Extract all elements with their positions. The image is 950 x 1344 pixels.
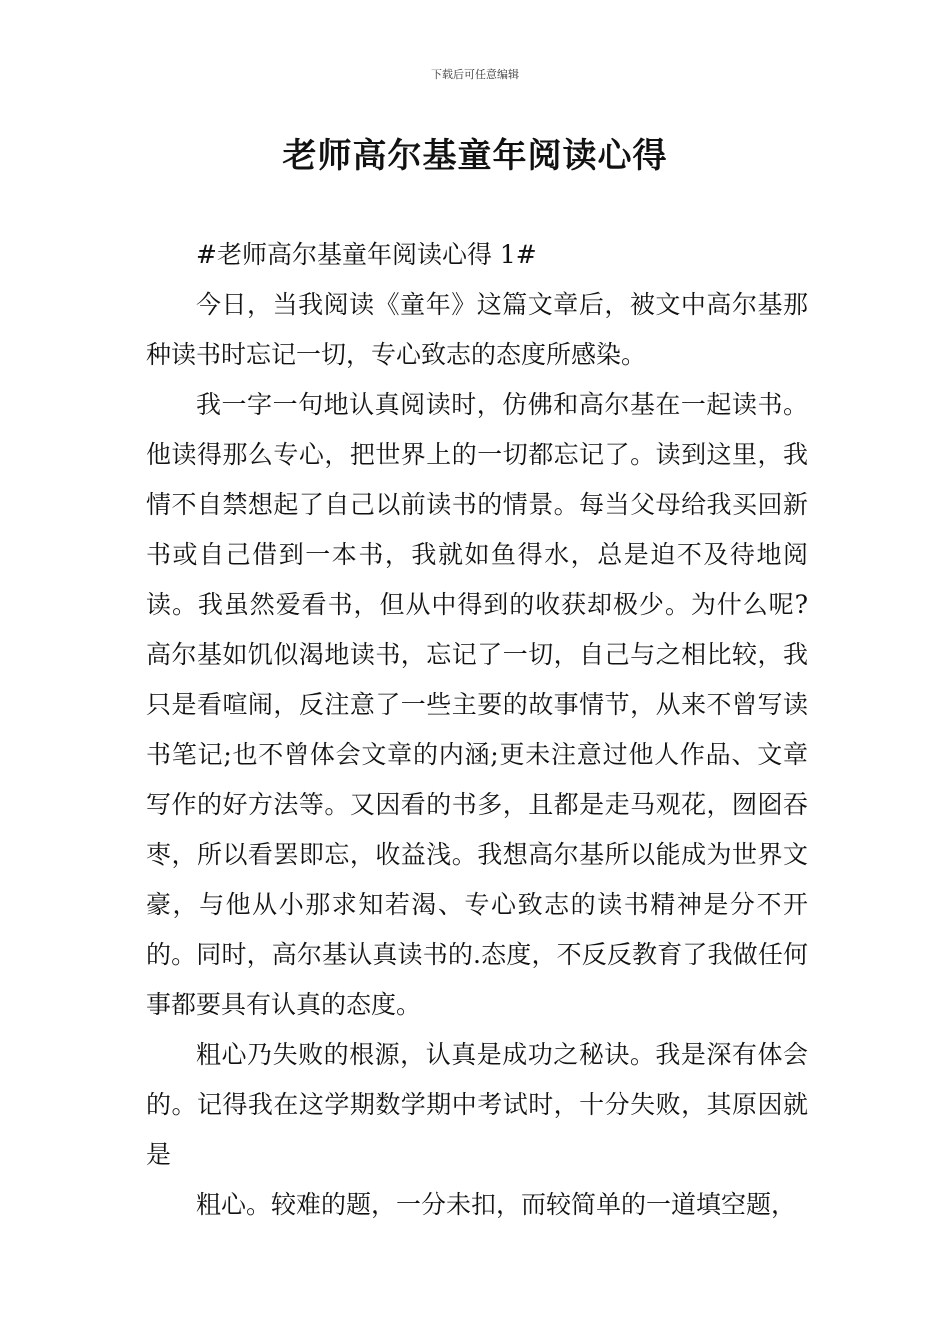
document-body <box>146 230 808 1230</box>
document-title: 老师高尔基童年阅读心得 <box>282 136 668 176</box>
paragraph: 我一字一句地认真阅读时，仿佛和高尔基在一起读书。他读得那么专心，把世界上的一切都忘记了。读到这里，我情不自禁想起了自己以前读书的情景。每当父母给我买回新书或自己借到一本书，我就如鱼得水，总是迫不及待地阅读。我虽然爱看书，但从中得到的收获却极少。为什么呢?高尔基如饥似渴地读书，忘记了一切，自己与之相比较，我只是看喧闹，反注意了一些主要的故事情节，从来不曾写读书笔记;也不曾体会文章的内涵;更未注意过他人作品、文章写作的好方法等。又因看的书多，且都是走马观花，囫囵吞枣，所以看罢即忘，收益浅。我想高尔基所以能成为世界文豪，与他从小那求知若渴、专心致志的读书精神是分不开的。同时，高尔基认真读书的.态度，不反反教育了我做任何事都要具有认真的态度。 <box>146 390 808 1019</box>
section-heading: #老师高尔基童年阅读心得 1# <box>196 240 537 269</box>
header-note: 下载后可任意编辑 <box>431 68 519 81</box>
paragraph: 今日，当我阅读《童年》这篇文章后，被文中高尔基那种读书时忘记一切，专心致志的态度所感染。 <box>146 290 808 369</box>
paragraph: 粗心。较难的题，一分未扣，而较简单的一道填空题， <box>196 1190 797 1219</box>
paragraph: 粗心乃失败的根源，认真是成功之秘诀。我是深有体会的。记得我在这学期数学期中考试时，十分失败，其原因就是 <box>146 1040 808 1169</box>
